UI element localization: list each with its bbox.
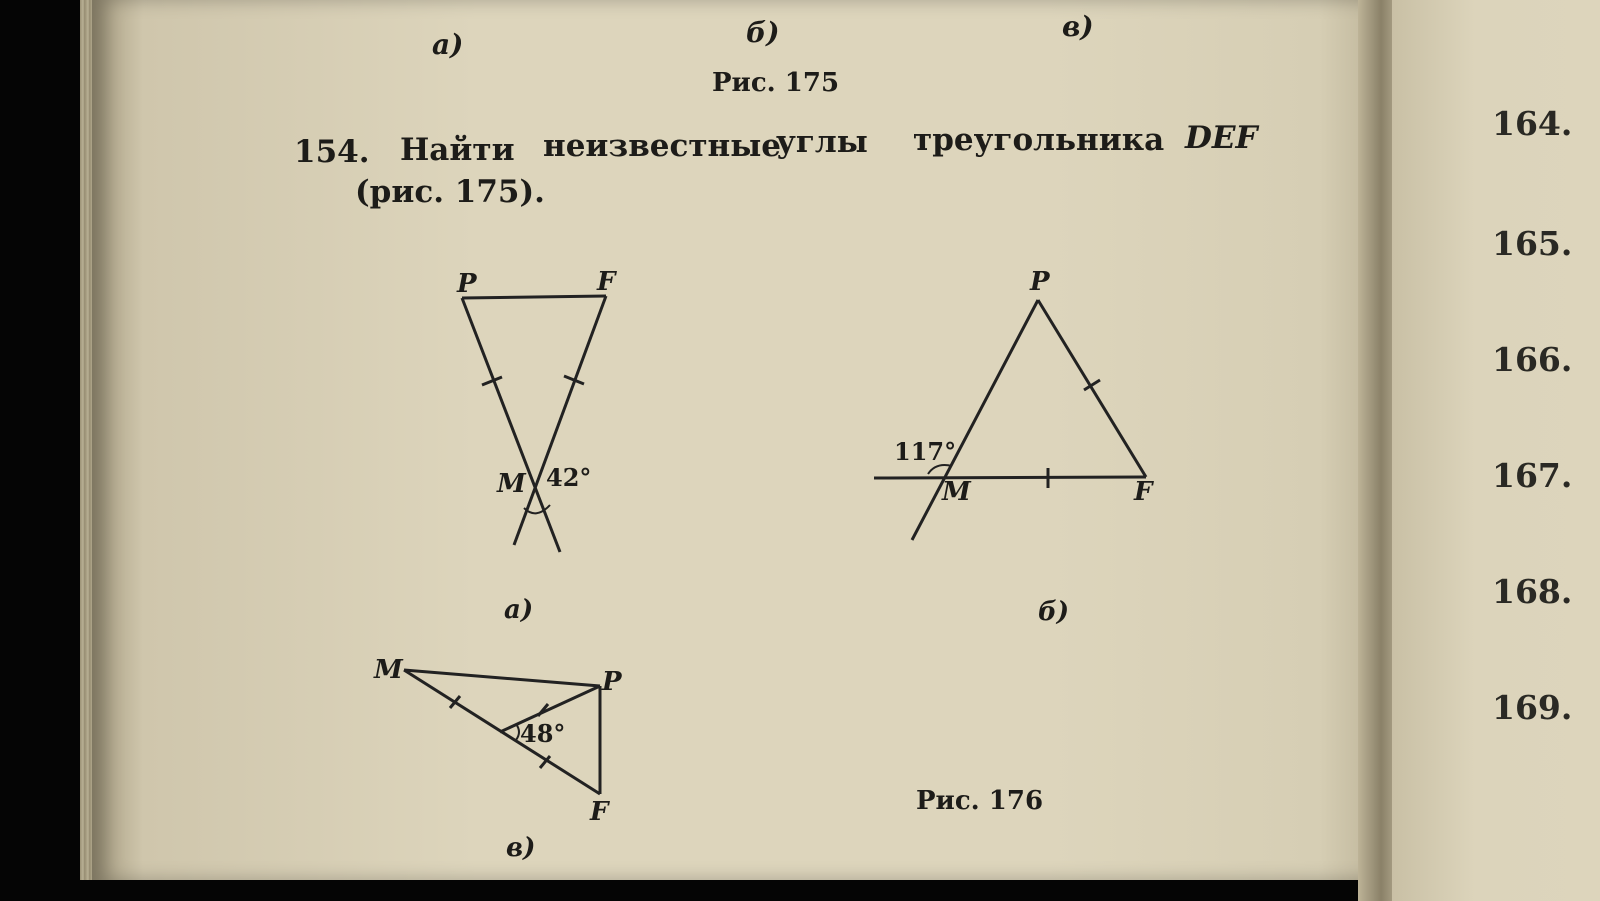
fig-v-vertex-f: F (590, 797, 609, 827)
fig175-label-v: в) (1062, 10, 1094, 43)
fig-b-sublabel: б) (1038, 597, 1070, 627)
triangle-name: DEF (1185, 120, 1258, 156)
fig-a-angle-label: 42° (546, 463, 592, 492)
fig-b-vertex-p: P (1030, 267, 1050, 297)
problem-line-2: (рис. 175). (355, 174, 545, 210)
fig-v-vertex-p: P (602, 667, 622, 697)
fig-b-vertex-m: M (942, 477, 971, 507)
fig-a-vertex-f: F (597, 267, 616, 297)
fig-b-line-mf (874, 477, 1146, 478)
fig-b-side-pf (1038, 300, 1146, 477)
fig-v-angle-arc (516, 724, 519, 740)
problem-number: 154. (294, 134, 370, 170)
fig-v-sublabel: в) (506, 833, 536, 863)
fig-b-angle-label: 117° (894, 437, 957, 466)
problem-word-1: Найти (400, 132, 515, 168)
fig-v-side-mp (404, 670, 600, 686)
fig-b-line-pm (912, 300, 1038, 540)
fig175-label-a: а) (432, 28, 464, 61)
figure-v-triangle (373, 655, 623, 827)
fig175-label-b: б) (746, 16, 780, 49)
problem-word-4: треугольника (913, 122, 1165, 158)
right-page-number-167: 167. (1492, 456, 1573, 495)
right-page-number-164: 164. (1492, 104, 1573, 143)
right-page-number-168: 168. (1492, 572, 1573, 611)
fig-a-vertex-p: P (457, 269, 477, 299)
fig-v-vertex-m: M (374, 655, 403, 685)
fig-a-line-p (462, 298, 560, 552)
figure-b-triangle (874, 267, 1154, 540)
fig-a-sublabel: а) (504, 595, 534, 625)
right-page-number-169: 169. (1492, 688, 1573, 727)
fig-b-vertex-f: F (1134, 477, 1153, 507)
problem-word-2: неизвестные (543, 128, 782, 164)
fig-a-line-f (514, 296, 606, 545)
right-page-number-165: 165. (1492, 224, 1573, 263)
fig-a-vertex-m: M (497, 469, 526, 499)
right-page-number-166: 166. (1492, 340, 1573, 379)
problem-word-3: углы (776, 124, 868, 160)
fig175-caption: Рис. 175 (712, 68, 840, 98)
figure-a-triangle (456, 267, 617, 552)
fig-v-angle-label: 48° (520, 719, 566, 748)
fig176-caption: Рис. 176 (916, 786, 1044, 816)
fig-a-side-pf (462, 296, 606, 298)
